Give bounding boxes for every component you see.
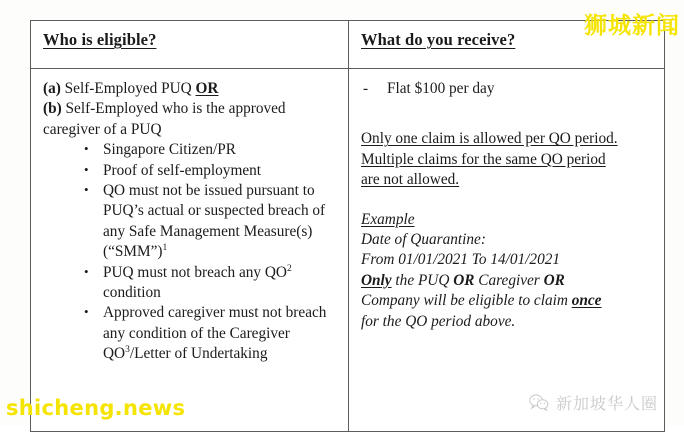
- eligibility-option-a: [43, 79, 338, 99]
- emphasis-once: once: [571, 292, 602, 310]
- criteria-item: [43, 303, 338, 364]
- example-block: [361, 210, 654, 332]
- eligibility-table: [30, 20, 665, 432]
- criteria-text: Singapore Citizen/PR: [103, 141, 236, 159]
- option-a-label: (a): [43, 80, 61, 97]
- example-conclusion-line3: for the QO period above.: [361, 312, 516, 330]
- criteria-text: PUQ must not breach any QO: [103, 263, 287, 281]
- eligibility-option-b: [43, 99, 338, 140]
- benefit-amount: - Flat $100 per day: [361, 79, 654, 99]
- claim-note-line: Multiple claims for the same QO period: [361, 150, 606, 168]
- emphasis-or: OR: [543, 271, 565, 289]
- example-conclusion: [361, 271, 654, 291]
- example-line: Date of Quarantine:: [361, 231, 486, 249]
- table-header-row: [31, 21, 664, 69]
- example-text: the PUQ: [391, 271, 454, 289]
- criteria-item: [43, 263, 338, 304]
- spacer: [361, 191, 654, 210]
- example-title: Example: [361, 210, 415, 228]
- criteria-text-after: /Letter of Undertaking: [129, 345, 268, 363]
- watermark-top-right: 狮城新闻: [584, 13, 680, 39]
- criteria-text-after: condition: [103, 284, 161, 302]
- watermark-bottom-left: shicheng.news: [6, 396, 186, 420]
- footnote-marker: 3: [125, 345, 130, 356]
- option-b-label: (b): [43, 100, 62, 118]
- criteria-item: [43, 181, 338, 263]
- watermark-bottom-right-label: 新加坡华人圈: [555, 394, 658, 413]
- claim-restriction-note: [361, 129, 654, 190]
- example-conclusion-line2: [361, 291, 654, 311]
- option-a-or: OR: [195, 80, 219, 97]
- claim-note-line: Only one claim is allowed per QO period.: [361, 130, 618, 148]
- emphasis-or: OR: [453, 271, 475, 289]
- header-cell-benefit: [349, 21, 664, 68]
- criteria-item: [43, 161, 338, 181]
- example-text: Caregiver: [474, 271, 544, 289]
- option-a-text: Self-Employed PUQ: [60, 80, 196, 97]
- criteria-item: [43, 140, 338, 160]
- option-b-text: Self-Employed who is the approved caregiver of a PUQ: [43, 100, 286, 138]
- header-label-who-is-eligible: Who is eligible?: [43, 30, 157, 49]
- body-cell-eligibility: [31, 69, 349, 431]
- claim-note-line: are not allowed.: [361, 171, 460, 189]
- example-line: From 01/01/2021 To 14/01/2021: [361, 251, 561, 269]
- table-body-row: [31, 69, 664, 431]
- criteria-text: Proof of self-employment: [103, 161, 262, 179]
- criteria-text: QO must not be issued pursuant to PUQ’s actual or suspected breach of any Safe Management Measure(s) (“SMM”): [103, 182, 326, 261]
- spacer: [361, 99, 654, 129]
- header-label-what-do-you-receive: What do you receive?: [361, 30, 516, 49]
- eligibility-criteria-list: [43, 140, 338, 364]
- criteria-text: Approved caregiver must not breach any condition of the Caregiver QO: [103, 304, 327, 363]
- header-cell-eligibility: [31, 21, 349, 68]
- emphasis-only: Only: [361, 271, 392, 289]
- example-text: Company will be eligible to claim: [361, 292, 572, 310]
- footnote-marker: 1: [162, 243, 168, 254]
- body-cell-benefit: [349, 69, 664, 431]
- footnote-marker: 2: [286, 263, 292, 274]
